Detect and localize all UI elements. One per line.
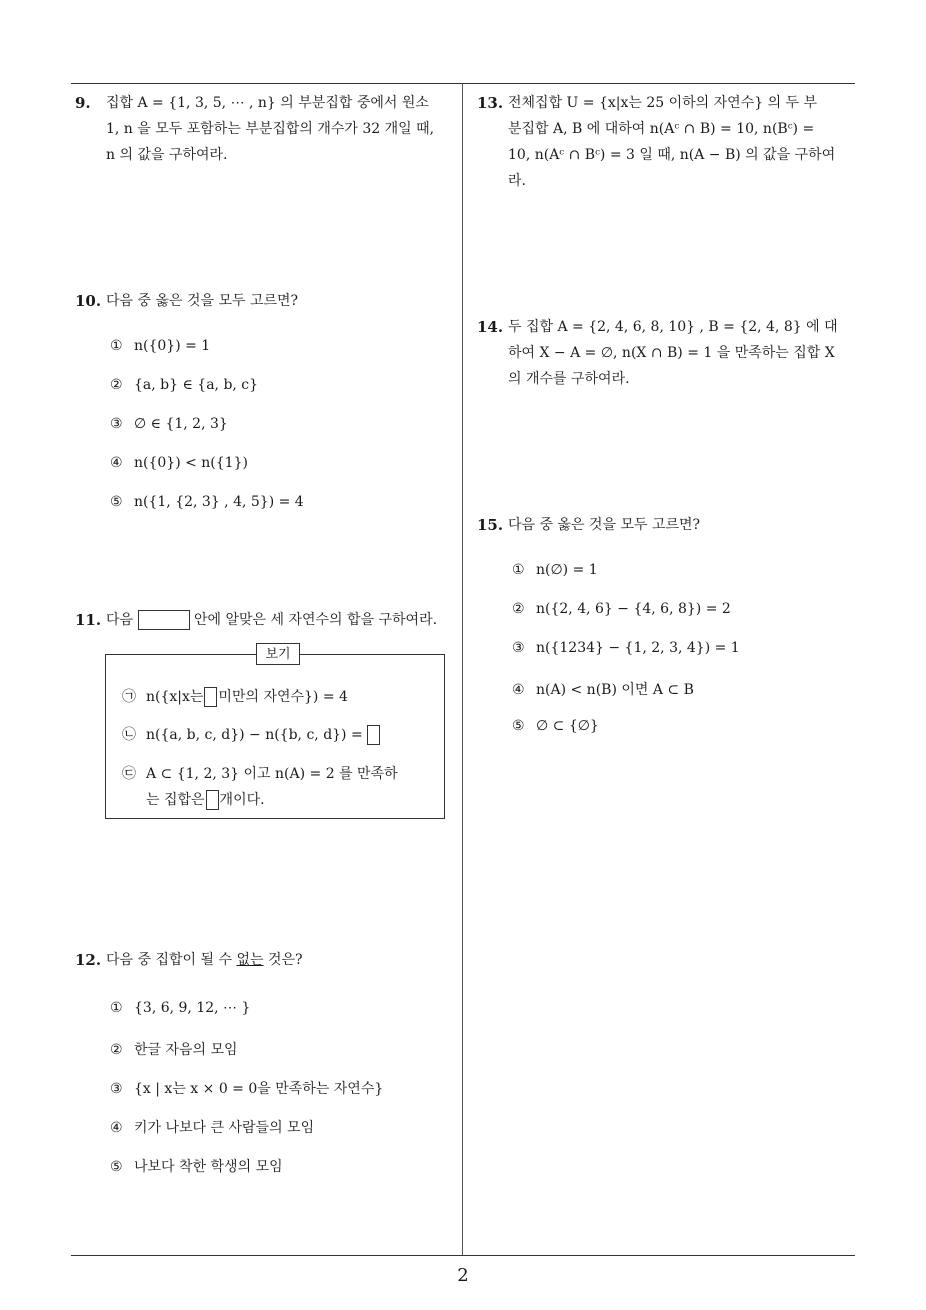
question-number: 14. (477, 318, 504, 336)
choice-1[interactable]: ① n({0}) = 1 (110, 338, 211, 354)
choice-5[interactable]: ⑤ n({1, {2, 3} , 4, 5}) = 4 (110, 494, 304, 510)
choice-3[interactable]: ③ {x | x는 x × 0 = 0을 만족하는 자연수} (110, 1081, 384, 1097)
bogi-item-2: ㉡ n({a, b, c, d}) − n({b, c, d}) = (122, 722, 380, 748)
question-9 (75, 90, 457, 168)
question-11: 11. 다음 안에 알맞은 세 자연수의 합을 구하여라. (75, 607, 460, 633)
choice-2[interactable]: ② 한글 자음의 모임 (110, 1042, 238, 1058)
question-number: 11. (75, 611, 102, 629)
question-14 (477, 314, 857, 392)
choice-4[interactable]: ④ 키가 나보다 큰 사람들의 모임 (110, 1120, 315, 1136)
question-number: 10. (75, 292, 102, 310)
question-text: 다음 중 옳은 것을 모두 고르면? (508, 517, 701, 533)
choice-1[interactable]: ① {3, 6, 9, 12, ⋯ } (110, 1000, 251, 1016)
question-text-line: 분집합 A, B 에 대하여 n(Aᶜ ∩ B) = 10, n(Bᶜ) = (508, 121, 815, 137)
answer-blank (204, 687, 217, 707)
question-text-line: 하여 X − A = ∅, n(X ∩ B) = 1 을 만족하는 집합 X (508, 345, 835, 361)
question-number: 13. (477, 94, 504, 112)
question-15 (477, 512, 857, 538)
choice-1[interactable]: ① n(∅) = 1 (512, 562, 598, 578)
question-text-line: 집합 A = {1, 3, 5, ⋯ , n} 의 부분집합 중에서 원소 (106, 95, 429, 111)
choice-2[interactable]: ② n({2, 4, 6} − {4, 6, 8}) = 2 (512, 601, 731, 617)
question-12: 12. 다음 중 집합이 될 수 없는 것은? (75, 947, 457, 973)
question-text-line: 의 개수를 구하여라. (508, 371, 630, 387)
choice-2[interactable]: ② {a, b} ∈ {a, b, c} (110, 377, 259, 393)
answer-blank (138, 610, 190, 630)
question-text-line: 전체집합 U = {x|x는 25 이하의 자연수} 의 두 부 (508, 95, 818, 111)
question-number: 12. (75, 951, 102, 969)
column-divider (462, 83, 463, 1256)
question-number: 9. (75, 94, 91, 112)
question-text-line: 라. (508, 173, 526, 189)
bogi-box (105, 647, 445, 819)
choice-3[interactable]: ③ ∅ ∈ {1, 2, 3} (110, 416, 228, 432)
question-number: 15. (477, 516, 504, 534)
answer-blank (367, 725, 380, 745)
question-10 (75, 288, 457, 314)
choice-5[interactable]: ⑤ ∅ ⊂ {∅} (512, 718, 599, 734)
question-text-line: 10, n(Aᶜ ∩ Bᶜ) = 3 일 때, n(A − B) 의 값을 구하여 (508, 147, 836, 163)
choice-5[interactable]: ⑤ 나보다 착한 학생의 모임 (110, 1159, 283, 1175)
choice-4[interactable]: ④ n({0}) < n({1}) (110, 455, 248, 471)
bogi-item-1: ㉠ n({x|x는 미만의 자연수}) = 4 (122, 689, 348, 705)
header-rule (71, 83, 855, 84)
answer-blank (206, 790, 219, 810)
page-number: 2 (457, 1265, 469, 1286)
bogi-item-3: ㉢ A ⊂ {1, 2, 3} 이고 n(A) = 2 를 만족하 는 집합은 개이다. (122, 766, 398, 808)
choice-3[interactable]: ③ n({1234} − {1, 2, 3, 4}) = 1 (512, 640, 740, 656)
choice-4[interactable]: ④ n(A) < n(B) 이면 A ⊂ B (512, 682, 694, 698)
bogi-title: 보기 (256, 643, 300, 665)
question-text: 다음 중 옳은 것을 모두 고르면? (106, 293, 299, 309)
footer-rule (71, 1255, 855, 1256)
question-text-line: 두 집합 A = {2, 4, 6, 8, 10} , B = {2, 4, 8} 에 대 (508, 319, 838, 335)
question-text-line: n 의 값을 구하여라. (106, 147, 228, 163)
question-text-line: 1, n 을 모두 포함하는 부분집합의 개수가 32 개일 때, (106, 121, 435, 137)
question-13 (477, 90, 857, 194)
